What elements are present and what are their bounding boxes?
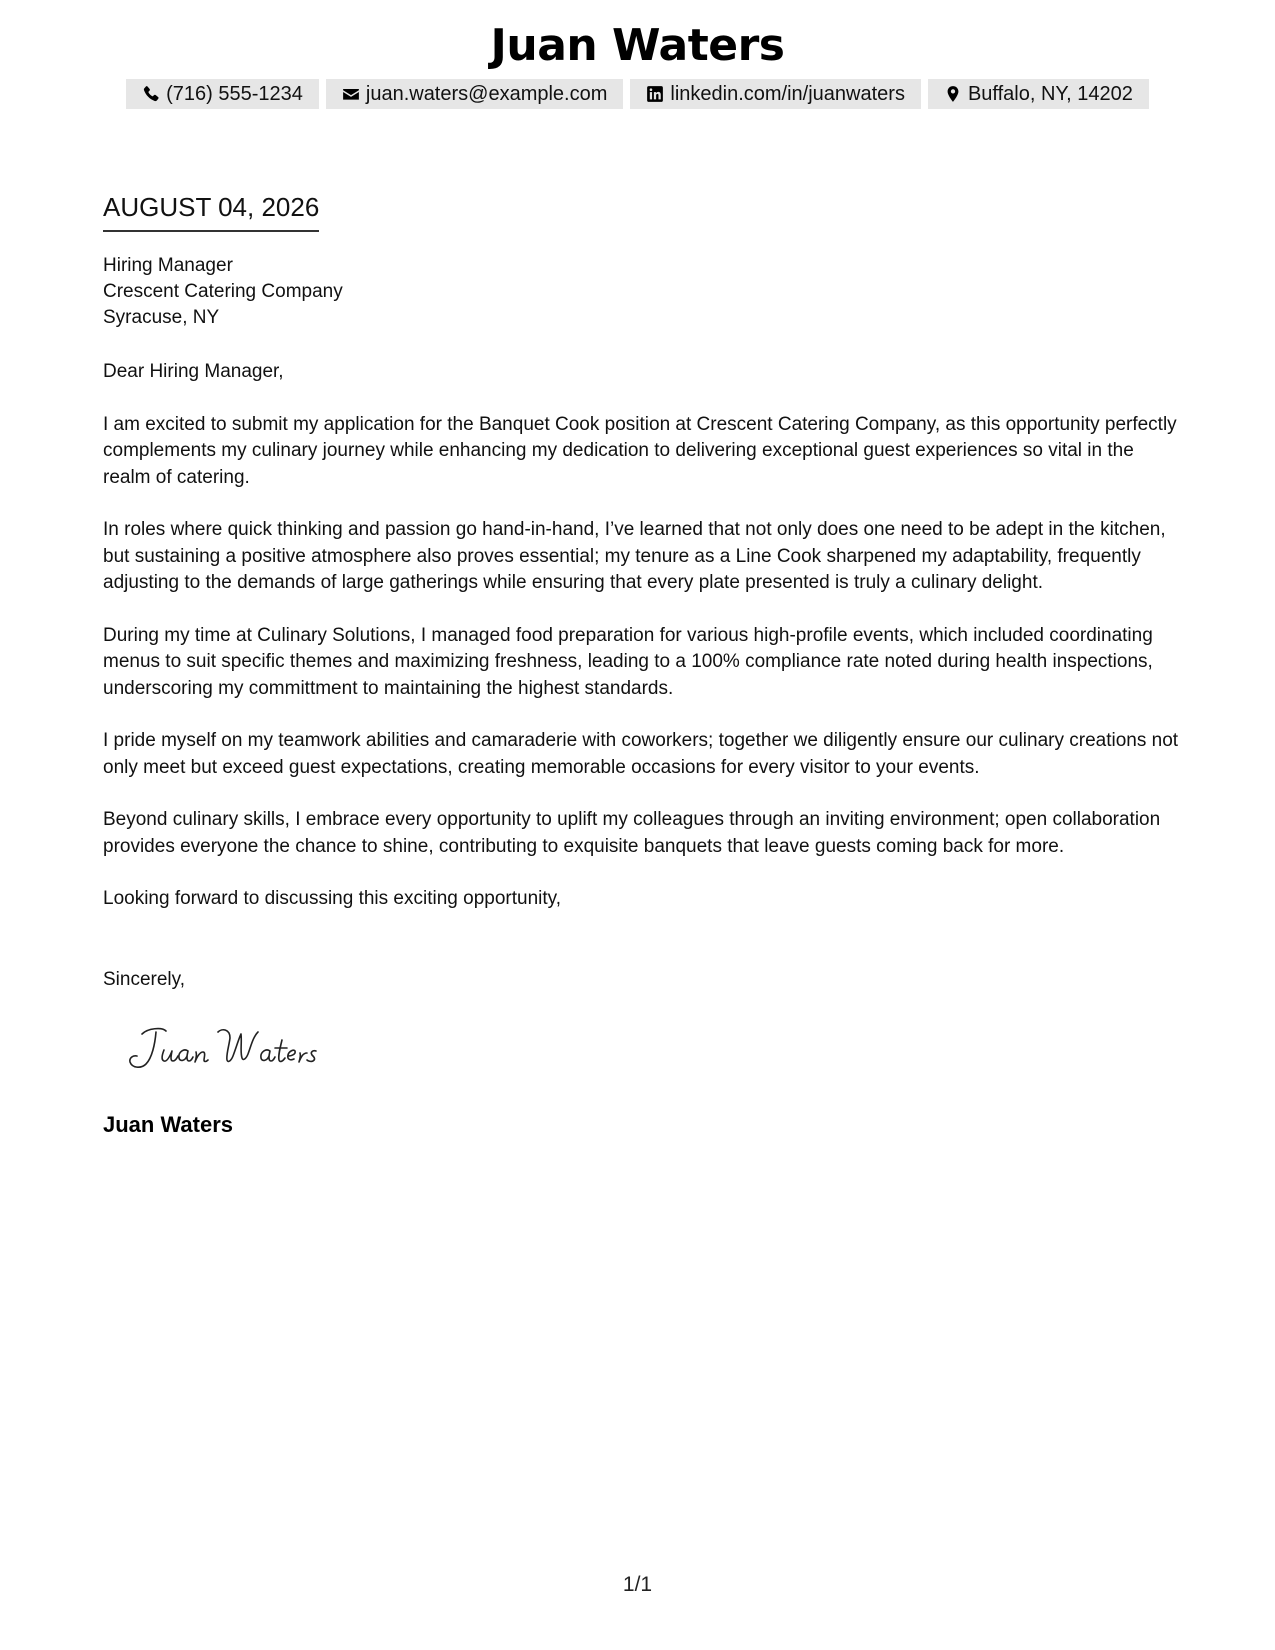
linkedin-icon	[646, 85, 664, 103]
closing-line: Looking forward to discussing this exciting opportunity,	[103, 888, 562, 909]
letter-date-text: AUGUST 04, 2026	[103, 192, 319, 232]
body-paragraph: Beyond culinary skills, I embrace every opportunity to uplift my colleagues through an inviting environment; open collaboration provides everyone the chance to shine, contributing to exquisite banquets that leave guests coming back for more.	[103, 809, 1161, 857]
applicant-name-heading: Juan Waters	[490, 20, 785, 71]
contact-location-text: Buffalo, NY, 14202	[967, 82, 1133, 105]
recipient-location: Syracuse, NY	[103, 307, 220, 328]
envelope-icon	[342, 85, 360, 103]
contact-phone-text: (716) 555-1234	[166, 82, 303, 105]
body-paragraph: I am excited to submit my application for the Banquet Cook position at Crescent Catering Company, as this opportunity perfectly complements my culinary journey while enhancing my dedication to delivering exceptional guest experiences so vital in the realm of catering.	[103, 413, 1177, 488]
contact-linkedin-text: linkedin.com/in/juanwaters	[670, 82, 905, 105]
body-paragraph: I pride myself on my teamwork abilities and camaraderie with coworkers; together we diligently ensure our culinary creations not only meet but exceed guest expectations, creating memorable occasions for every visitor to your events.	[103, 730, 1179, 778]
signer-name: Juan Waters	[103, 1112, 234, 1137]
contact-phone	[126, 79, 319, 109]
phone-icon	[142, 85, 160, 103]
page-number: 1/1	[622, 1573, 653, 1596]
contact-info-bar	[0, 79, 1275, 109]
contact-location	[928, 79, 1149, 109]
letter-date	[103, 192, 319, 232]
contact-email[interactable]	[326, 79, 624, 109]
salutation: Dear Hiring Manager,	[103, 361, 284, 382]
handwritten-signature	[120, 1020, 350, 1076]
letter-body	[103, 359, 1183, 939]
body-paragraph: In roles where quick thinking and passion go hand-in-hand, I’ve learned that not only does one need to be adept in the kitchen, but sustaining a positive atmosphere also proves essential; my tenure as a Line Cook sharpened my adaptability, frequently adjusting to the demands of large gatherings while ensuring that every plate presented is truly a culinary delight.	[103, 519, 1166, 593]
recipient-company: Crescent Catering Company	[103, 281, 343, 302]
recipient-address	[103, 253, 343, 331]
contact-email-text: juan.waters@example.com	[365, 82, 608, 105]
recipient-title: Hiring Manager	[103, 255, 233, 276]
body-paragraph: During my time at Culinary Solutions, I managed food preparation for various high-profile events, which included coordinating menus to suit specific themes and maximizing freshness, leading to a 100% compliance rate noted during health inspections, underscoring my committment to maintaining the highest standards.	[103, 624, 1153, 699]
contact-linkedin[interactable]	[630, 79, 921, 109]
map-pin-icon	[944, 85, 962, 103]
complimentary-close: Sincerely,	[103, 969, 186, 990]
